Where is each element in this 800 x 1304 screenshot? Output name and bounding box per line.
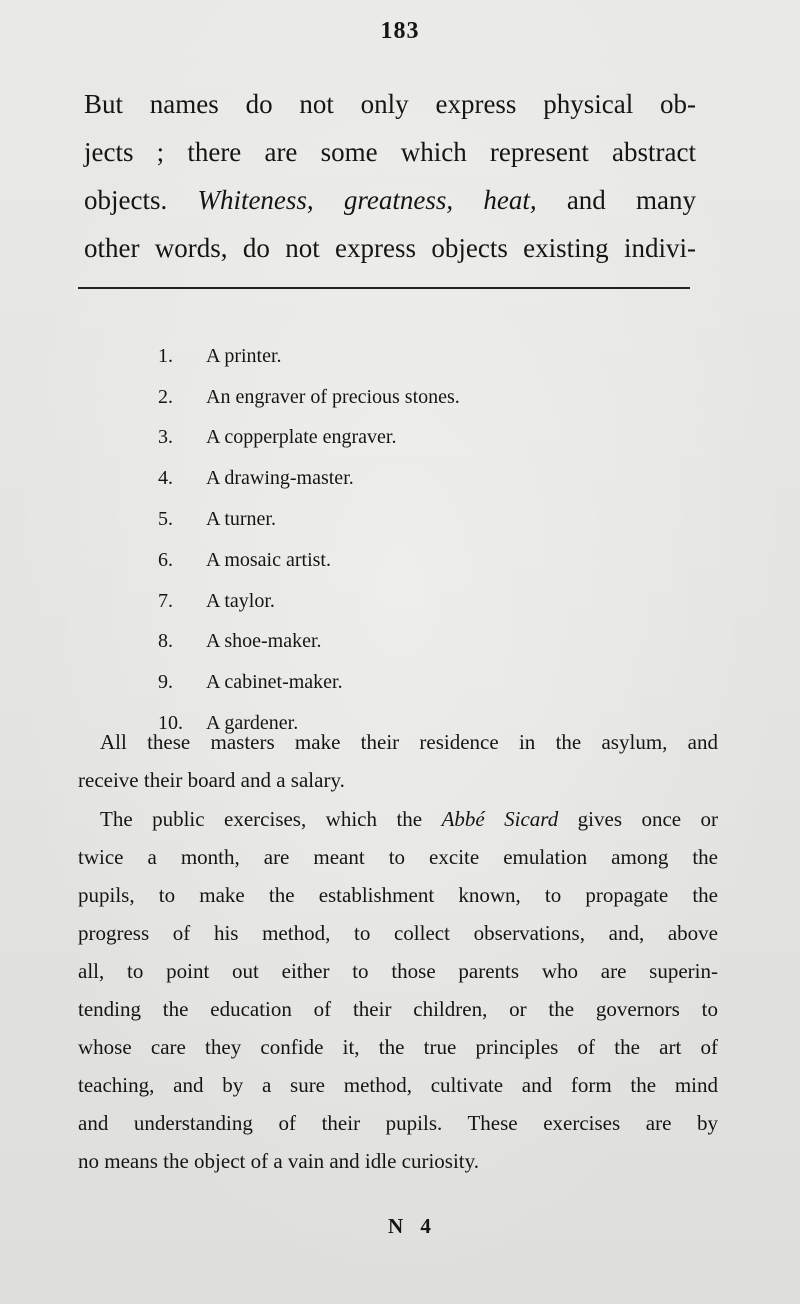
body-line: progress of his method, to collect observations, and, above [78,921,718,945]
body-line: tending the education of their children, or the governors to [78,997,718,1021]
footnote-number: 6. [158,548,173,571]
footnote-item [158,622,638,663]
footnote-number: 4. [158,467,173,490]
intro-paragraph [84,80,696,272]
footnote-text: A drawing-master. [206,467,354,490]
footnote-divider [78,287,690,289]
footnote-text: A copperplate engraver. [206,426,397,449]
footnote-number: 7. [158,589,173,612]
body-line: receive their board and a salary. [78,768,345,792]
footnote-text: An engraver of precious stones. [206,385,460,408]
intro-line: jects ; there are some which represent abstract [84,137,696,167]
footnote-text: A shoe-maker. [206,630,322,653]
footnote-number: 8. [158,630,173,653]
body-line: all, to point out either to those parents who are superin- [78,959,718,983]
page-number: 183 [380,18,420,44]
footnote-item [158,377,638,418]
intro-line: other words, do not express objects existing indivi- [84,233,696,263]
body-line: whose care they confide it, the true principles of the art of [78,1035,718,1059]
body-text: The public exercises, which the [100,807,423,831]
footnote-text: A gardener. [206,712,299,735]
intro-text: and many [566,185,696,215]
intro-italic-words: Whiteness, greatness, heat, [197,185,537,215]
footnote-item [158,418,638,459]
footnote-number: 9. [158,671,173,694]
body-line: twice a month, are meant to excite emulation among the [78,845,718,869]
intro-line [84,176,696,224]
footnote-number: 2. [158,385,173,408]
body-line: pupils, to make the establishment known, to propagate the [78,883,718,907]
footnote-number: 3. [158,426,173,449]
footnote-number: 5. [158,508,173,531]
footnote-text: A taylor. [206,589,275,612]
footnote-item [158,499,638,540]
footnote-list [158,336,638,744]
footnote-item [158,662,638,703]
footnote-item [158,458,638,499]
footnote-text: A mosaic artist. [206,548,331,571]
body-text: gives once or [577,807,719,831]
footnote-item [158,336,638,377]
body-line: All these masters make their residence in the asylum, and [100,730,718,754]
footnote-number: 1. [158,344,173,367]
body-paragraph-exercises [78,800,718,1180]
body-line: and understanding of their pupils. These exercises are by [78,1111,718,1135]
footnote-text: A turner. [206,508,276,531]
footnote-item [158,540,638,581]
body-line: teaching, and by a sure method, cultivate and form the mind [78,1073,718,1097]
footnote-number: 10. [158,712,183,735]
body-italic-name: Abbé Sicard [441,807,559,831]
intro-text: objects. [84,185,168,215]
body-line [78,800,718,838]
body-line: no means the object of a vain and idle curiosity. [78,1149,480,1173]
signature-mark: N 4 [388,1214,437,1238]
body-paragraph-masters [78,723,718,799]
intro-line: But names do not only express physical ob- [84,89,696,119]
footnote-item [158,581,638,622]
footnote-text: A cabinet-maker. [206,671,343,694]
footnote-text: A printer. [206,344,282,367]
